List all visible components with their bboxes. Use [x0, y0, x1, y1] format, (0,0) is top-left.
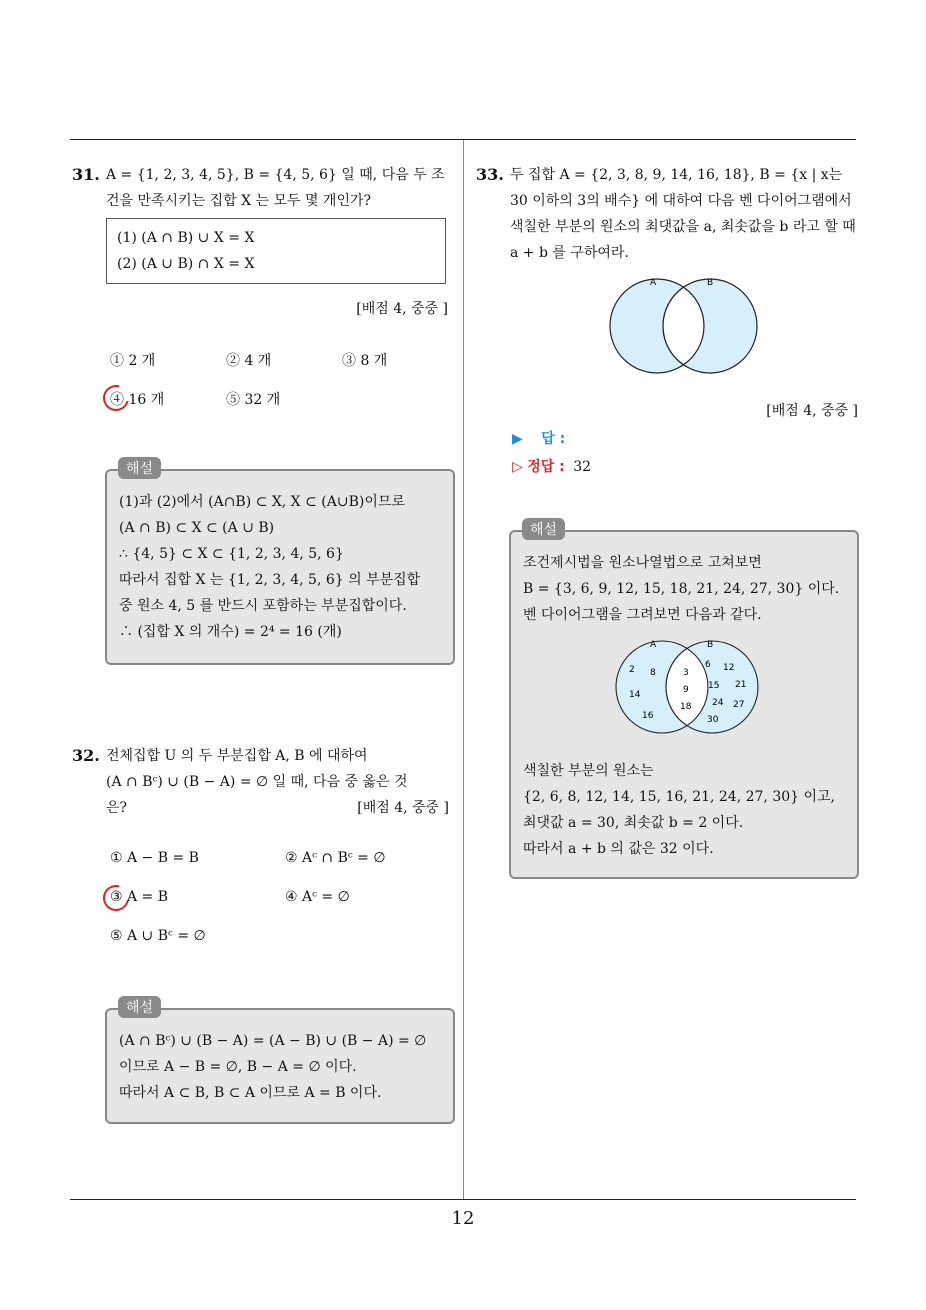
solution-line: B = {3, 6, 9, 12, 15, 18, 21, 24, 27, 30} 이다. — [523, 581, 840, 597]
venn-label-a: A — [650, 640, 657, 650]
answer-row — [512, 428, 565, 448]
answer-mark-circle — [98, 880, 134, 916]
venn-element: 2 — [629, 665, 635, 675]
score-meta: [배점 4, 중중 ] — [357, 800, 449, 816]
question-text: A = {1, 2, 3, 4, 5}, B = {4, 5, 6} 일 때, 다음 두 조건을 만족시키는 집합 X 는 모두 몇 개인가? — [106, 167, 445, 209]
question-number: 31. — [72, 165, 100, 184]
question-text: (A ∩ Bᶜ) ∪ (B − A) = ∅ 일 때, 다음 중 옳은 것 — [106, 774, 408, 790]
solution-line: 최댓값 a = 30, 최솟값 b = 2 이다. — [523, 815, 744, 831]
question-number: 33. — [476, 165, 504, 184]
choice-5[interactable]: ⑤ 32 개 — [226, 392, 281, 408]
venn-label-b: B — [707, 640, 714, 650]
choice-4[interactable]: ④ Aᶜ = ∅ — [285, 889, 350, 905]
page-number: 12 — [451, 1208, 475, 1229]
question-text: 두 집합 A = {2, 3, 8, 9, 14, 16, 18}, B = {x | x는 30 이하의 3의 배수} 에 대하여 다음 벤 다이어그램에서 색칠한 부분의 원소의 최댓값을 a, 최솟값을 b 라고 할 때 a + b 를 구하여라. — [510, 167, 856, 261]
condition-2: (2) (A ∪ B) ∩ X = X — [117, 256, 255, 272]
choice-3[interactable]: ③ A = B — [110, 889, 169, 905]
venn-element: 16 — [642, 711, 654, 721]
solution-line: 중 원소 4, 5 를 반드시 포함하는 부분집합이다. — [119, 598, 407, 614]
condition-1: (1) (A ∩ B) ∪ X = X — [117, 230, 255, 246]
choice-5[interactable]: ⑤ A ∪ Bᶜ = ∅ — [110, 928, 206, 944]
venn-element: 15 — [708, 681, 720, 691]
choice-2[interactable]: ② Aᶜ ∩ Bᶜ = ∅ — [285, 850, 386, 866]
choice-2[interactable]: ② 4 개 — [226, 353, 272, 369]
question-32 — [72, 743, 457, 821]
venn-element: 8 — [650, 668, 656, 678]
answer-mark-circle — [98, 380, 134, 416]
solution-box-31 — [105, 469, 455, 665]
venn-element: 3 — [683, 668, 689, 678]
solution-box-32 — [105, 1008, 455, 1124]
question-text: 은? — [106, 800, 128, 816]
choice-3[interactable]: ③ 8 개 — [342, 353, 388, 369]
venn-element: 30 — [707, 715, 719, 725]
solution-line: (1)과 (2)에서 (A∩B) ⊂ X, X ⊂ (A∪B)이므로 — [119, 494, 405, 510]
conditions-box — [106, 218, 446, 284]
venn-label-a: A — [650, 278, 657, 288]
play-icon: ▶ — [512, 431, 523, 447]
question-number: 32. — [72, 746, 100, 765]
correct-label: 정답 : — [527, 459, 565, 475]
venn-element: 14 — [629, 690, 641, 700]
question-31 — [72, 162, 457, 214]
choice-1[interactable]: ① 2 개 — [110, 353, 156, 369]
correct-answer-row — [512, 456, 591, 476]
score-meta: [배점 4, 중중 ] — [356, 301, 448, 317]
venn-element: 21 — [735, 680, 747, 690]
choice-4[interactable]: ④ 16 개 — [110, 392, 165, 408]
venn-label-b: B — [707, 278, 714, 288]
solution-line: 따라서 A ⊂ B, B ⊂ A 이므로 A = B 이다. — [119, 1085, 382, 1101]
score-meta: [배점 4, 중중 ] — [766, 403, 858, 419]
venn-element: 24 — [712, 698, 724, 708]
venn-element: 6 — [705, 660, 711, 670]
solution-line: 이므로 A − B = ∅, B − A = ∅ 이다. — [119, 1059, 357, 1075]
solution-line: 벤 다이어그램을 그려보면 다음과 같다. — [523, 607, 762, 623]
play-outline-icon: ▷ — [512, 459, 523, 475]
answer-label: 답 : — [541, 431, 566, 447]
venn-diagram-solution — [607, 636, 767, 736]
question-text: 전체집합 U 의 두 부분집합 A, B 에 대하여 — [106, 748, 368, 764]
bottom-rule — [70, 1199, 856, 1200]
solution-line: 따라서 집합 X 는 {1, 2, 3, 4, 5, 6} 의 부분집합 — [119, 572, 421, 588]
solution-line: ∴ (집합 X 의 개수) = 2⁴ = 16 (개) — [119, 624, 342, 640]
solution-line: 조건제시법을 원소나열법으로 고쳐보면 — [523, 555, 762, 571]
venn-diagram — [600, 276, 766, 378]
solution-line: (A ∩ B) ⊂ X ⊂ (A ∪ B) — [119, 520, 275, 536]
solution-tag: 해설 — [118, 996, 161, 1018]
question-33 — [476, 162, 861, 266]
venn-element: 12 — [723, 663, 735, 673]
solution-tag: 해설 — [522, 518, 565, 540]
venn-element: 18 — [680, 702, 692, 712]
choice-1[interactable]: ① A − B = B — [110, 850, 199, 866]
solution-line: ∴ {4, 5} ⊂ X ⊂ {1, 2, 3, 4, 5, 6} — [119, 546, 344, 562]
venn-element: 27 — [733, 700, 745, 710]
solution-line: 따라서 a + b 의 값은 32 이다. — [523, 841, 714, 857]
solution-line: 색칠한 부분의 원소는 — [523, 763, 654, 779]
solution-tag: 해설 — [118, 457, 161, 479]
correct-value: 32 — [573, 459, 592, 475]
solution-line: {2, 6, 8, 12, 14, 15, 16, 21, 24, 27, 30} 이고, — [523, 789, 836, 805]
solution-line: (A ∩ Bᶜ) ∪ (B − A) = (A − B) ∪ (B − A) = ∅ — [119, 1033, 427, 1049]
venn-element: 9 — [683, 685, 689, 695]
solution-box-33 — [509, 530, 859, 879]
column-divider — [463, 140, 464, 1200]
